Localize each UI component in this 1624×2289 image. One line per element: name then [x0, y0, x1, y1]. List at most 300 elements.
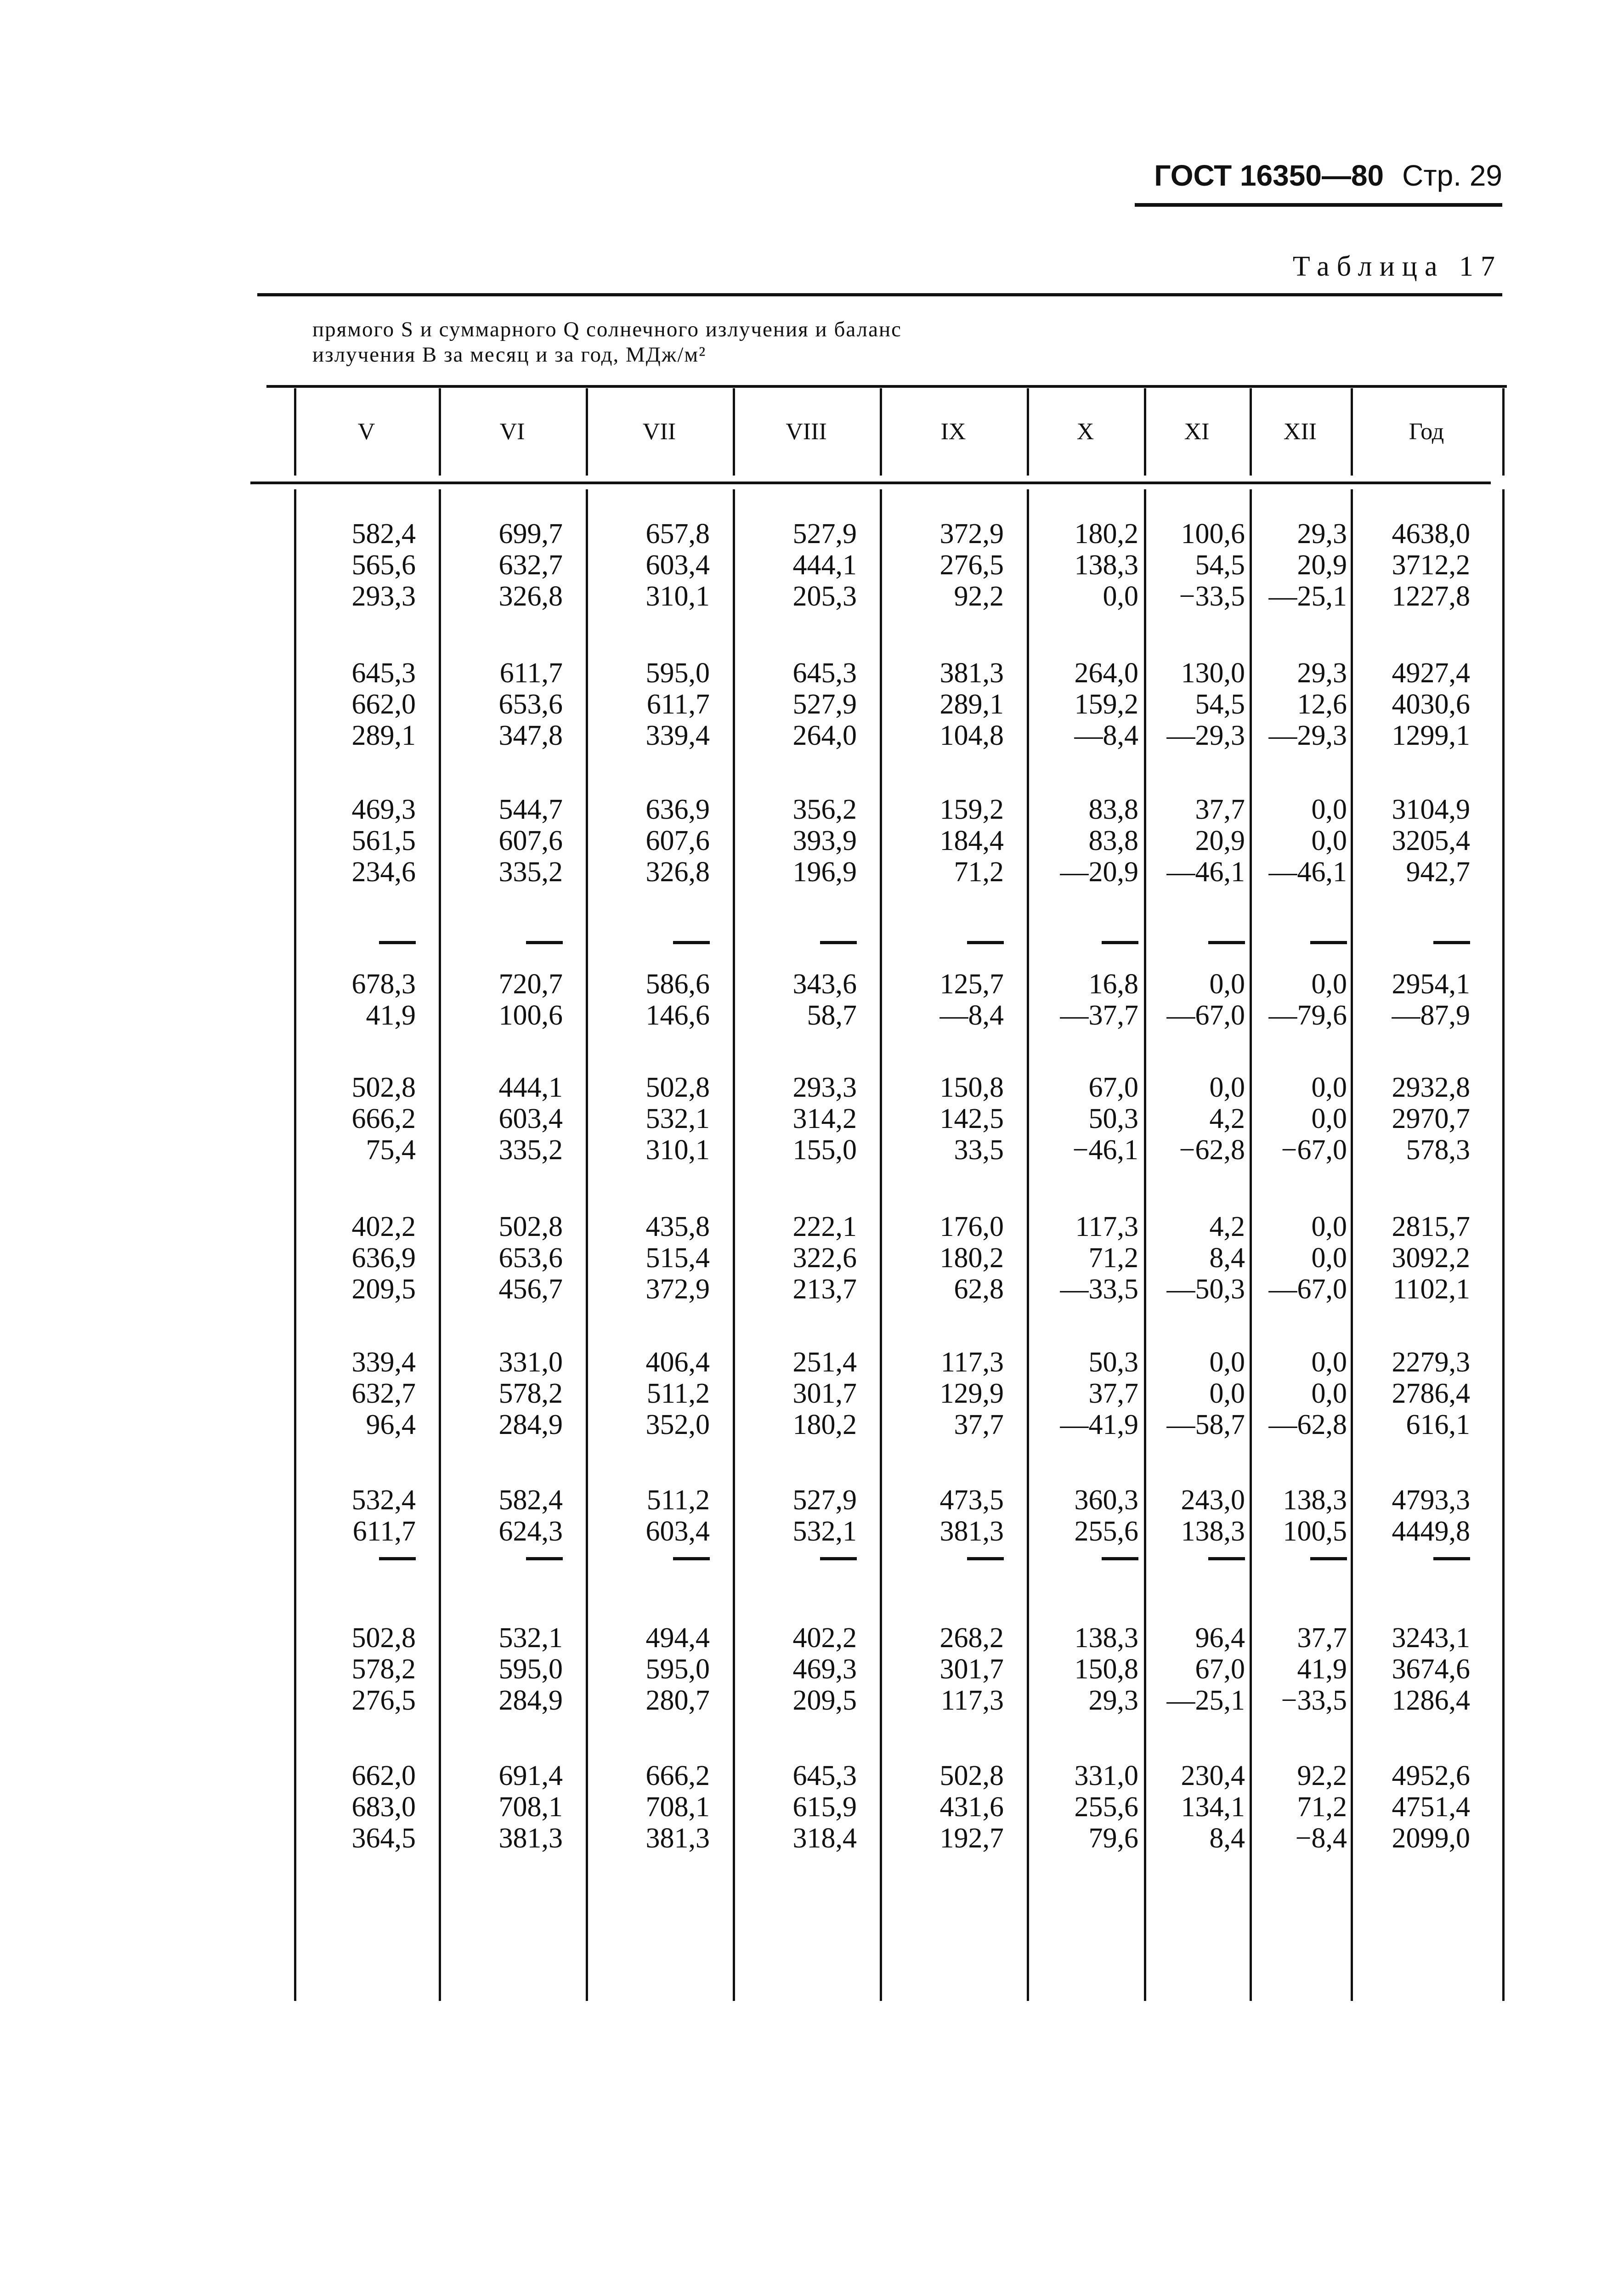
- table-cell: 402,2: [792, 1622, 857, 1654]
- table-cell: 356,2: [792, 794, 857, 825]
- table-cell: —46,1: [1268, 856, 1347, 888]
- table-cell: 3674,6: [1392, 1654, 1470, 1685]
- table-cell: —25,1: [1268, 581, 1347, 612]
- table-cell: 75,4: [366, 1134, 416, 1166]
- table-cell: 662,0: [351, 689, 416, 720]
- empty-value-dash: [1208, 1557, 1245, 1560]
- table-cell: 0,0: [1311, 1072, 1347, 1103]
- header-row-top-rule: [266, 385, 1507, 388]
- table-cell: 616,1: [1406, 1409, 1470, 1440]
- empty-value-dash: [673, 1557, 710, 1560]
- page-header: [1154, 159, 1502, 193]
- table-cell: 708,1: [498, 1791, 563, 1823]
- table-cell: 444,1: [792, 550, 857, 581]
- table-cell: 33,5: [954, 1134, 1004, 1166]
- table-cell: 71,2: [954, 856, 1004, 888]
- table-cell: 611,7: [646, 689, 710, 720]
- table-cell: 62,8: [954, 1274, 1004, 1305]
- empty-value-dash: [1310, 1557, 1347, 1560]
- table-cell: 335,2: [498, 856, 563, 888]
- table-cell: 4793,3: [1392, 1484, 1470, 1516]
- table-cell: 653,6: [498, 689, 563, 720]
- table-cell: 2815,7: [1392, 1211, 1470, 1242]
- empty-value-dash: [1208, 941, 1245, 944]
- table-cell: 12,6: [1297, 689, 1347, 720]
- table-cell: 209,5: [792, 1685, 857, 1716]
- table-cell: 582,4: [498, 1484, 563, 1516]
- column-rule: [1351, 388, 1353, 476]
- table-cell: 280,7: [645, 1685, 710, 1716]
- table-cell: 444,1: [498, 1072, 563, 1103]
- table-cell: 54,5: [1195, 550, 1245, 581]
- table-cell: 117,3: [940, 1347, 1004, 1378]
- table-cell: 0,0: [1311, 794, 1347, 825]
- table-cell: 603,4: [645, 1516, 710, 1547]
- table-cell: 595,0: [498, 1654, 563, 1685]
- table-cell: 636,9: [351, 1242, 416, 1274]
- table-cell: 582,4: [351, 518, 416, 550]
- header-rule: [1135, 203, 1502, 207]
- table-cell: 322,6: [792, 1242, 857, 1274]
- table-cell: 4030,6: [1392, 689, 1470, 720]
- table-cell: 2786,4: [1392, 1378, 1470, 1409]
- table-cell: 2970,7: [1392, 1103, 1470, 1134]
- table-cell: 29,3: [1297, 518, 1347, 550]
- table-cell: 632,7: [498, 550, 563, 581]
- table-cell: 29,3: [1088, 1685, 1138, 1716]
- table-cell: 138,3: [1074, 550, 1138, 581]
- table-cell: 4952,6: [1392, 1760, 1470, 1791]
- table-cell: −67,0: [1281, 1134, 1347, 1166]
- table-cell: 4449,8: [1392, 1516, 1470, 1547]
- table-cell: 230,4: [1181, 1760, 1245, 1791]
- table-cell: 138,3: [1074, 1622, 1138, 1654]
- table-cell: 180,2: [792, 1409, 857, 1440]
- table-cell: 159,2: [939, 794, 1004, 825]
- table-cell: 4927,4: [1392, 657, 1470, 689]
- table-cell: —50,3: [1166, 1274, 1245, 1305]
- table-cell: 511,2: [646, 1484, 710, 1516]
- table-cell: 96,4: [366, 1409, 416, 1440]
- table-cell: 607,6: [645, 825, 710, 856]
- empty-value-dash: [526, 1557, 563, 1560]
- column-rule: [1502, 388, 1505, 476]
- empty-value-dash: [1310, 941, 1347, 944]
- table-cell: −33,5: [1179, 581, 1245, 612]
- table-cell: 381,3: [939, 657, 1004, 689]
- table-caption: [312, 317, 902, 368]
- table-cell: —62,8: [1268, 1409, 1347, 1440]
- table-cell: 406,4: [645, 1347, 710, 1378]
- table-cell: 326,8: [645, 856, 710, 888]
- table-cell: 293,3: [351, 581, 416, 612]
- table-cell: —58,7: [1166, 1409, 1245, 1440]
- table-cell: 37,7: [954, 1409, 1004, 1440]
- table-cell: 92,2: [1297, 1760, 1347, 1791]
- table-cell: 310,1: [645, 581, 710, 612]
- table-cell: 603,4: [498, 1103, 563, 1134]
- table-cell: —25,1: [1166, 1685, 1245, 1716]
- table-cell: —8,4: [939, 1000, 1004, 1031]
- table-cell: 0,0: [1311, 1103, 1347, 1134]
- table-cell: 92,2: [954, 581, 1004, 612]
- table-cell: 180,2: [939, 1242, 1004, 1274]
- table-label: Таблица 17: [1292, 251, 1502, 282]
- column-rule: [733, 489, 735, 2001]
- table-cell: 289,1: [351, 720, 416, 751]
- table-cell: 268,2: [939, 1622, 1004, 1654]
- table-cell: 683,0: [351, 1791, 416, 1823]
- table-cell: 532,4: [351, 1484, 416, 1516]
- table-cell: 130,0: [1181, 657, 1245, 689]
- table-cell: 155,0: [792, 1134, 857, 1166]
- table-cell: 180,2: [1074, 518, 1138, 550]
- table-cell: 611,7: [352, 1516, 416, 1547]
- table-cell: 196,9: [792, 856, 857, 888]
- table-cell: 50,3: [1088, 1347, 1138, 1378]
- table-cell: 16,8: [1088, 969, 1138, 1000]
- table-cell: 532,1: [792, 1516, 857, 1547]
- table-cell: 662,0: [351, 1760, 416, 1791]
- table-cell: 255,6: [1074, 1516, 1138, 1547]
- table-cell: 314,2: [792, 1103, 857, 1134]
- table-cell: 578,2: [351, 1654, 416, 1685]
- table-cell: −46,1: [1072, 1134, 1138, 1166]
- table-cell: 284,9: [498, 1409, 563, 1440]
- table-cell: 578,3: [1406, 1134, 1470, 1166]
- empty-value-dash: [967, 941, 1004, 944]
- table-cell: 2932,8: [1392, 1072, 1470, 1103]
- table-cell: 138,3: [1181, 1516, 1245, 1547]
- standard-number: ГОСТ 16350—80: [1154, 159, 1384, 192]
- table-cell: −33,5: [1281, 1685, 1347, 1716]
- empty-value-dash: [967, 1557, 1004, 1560]
- table-cell: 502,8: [939, 1760, 1004, 1791]
- table-cell: 473,5: [939, 1484, 1004, 1516]
- table-cell: 142,5: [939, 1103, 1004, 1134]
- table-cell: 595,0: [645, 657, 710, 689]
- table-cell: 129,9: [939, 1378, 1004, 1409]
- table-cell: 3712,2: [1392, 550, 1470, 581]
- table-cell: 2099,0: [1392, 1823, 1470, 1854]
- table-cell: 234,6: [351, 856, 416, 888]
- table-cell: —8,4: [1074, 720, 1138, 751]
- table-cell: 561,5: [351, 825, 416, 856]
- column-rule: [1502, 489, 1505, 2001]
- table-cell: 20,9: [1195, 825, 1245, 856]
- table-cell: 276,5: [351, 1685, 416, 1716]
- table-cell: 494,4: [645, 1622, 710, 1654]
- table-cell: 2954,1: [1392, 969, 1470, 1000]
- table-cell: 83,8: [1088, 794, 1138, 825]
- table-cell: —41,9: [1060, 1409, 1138, 1440]
- table-cell: 125,7: [939, 969, 1004, 1000]
- table-cell: 326,8: [498, 581, 563, 612]
- table-cell: 67,0: [1088, 1072, 1138, 1103]
- table-cell: 29,3: [1297, 657, 1347, 689]
- table-cell: 251,4: [792, 1347, 857, 1378]
- table-cell: 331,0: [1074, 1760, 1138, 1791]
- table-cell: 134,1: [1181, 1791, 1245, 1823]
- column-rule: [1027, 388, 1029, 476]
- table-cell: 41,9: [366, 1000, 416, 1031]
- table-cell: —67,0: [1166, 1000, 1245, 1031]
- table-cell: —29,3: [1268, 720, 1347, 751]
- table-cell: 0,0: [1209, 1072, 1245, 1103]
- table-cell: 41,9: [1297, 1654, 1347, 1685]
- empty-value-dash: [379, 1557, 416, 1560]
- table-cell: —37,7: [1060, 1000, 1138, 1031]
- table-cell: 372,9: [939, 518, 1004, 550]
- table-cell: 192,7: [939, 1823, 1004, 1854]
- table-cell: 0,0: [1209, 1378, 1245, 1409]
- table-cell: 4,2: [1209, 1211, 1245, 1242]
- table-cell: 532,1: [498, 1622, 563, 1654]
- table-cell: 1286,4: [1392, 1685, 1470, 1716]
- table-cell: 565,6: [351, 550, 416, 581]
- table-cell: −8,4: [1295, 1823, 1347, 1854]
- table-cell: 0,0: [1209, 1347, 1245, 1378]
- empty-value-dash: [1433, 941, 1470, 944]
- table-cell: 71,2: [1088, 1242, 1138, 1274]
- table-cell: 1299,1: [1392, 720, 1470, 751]
- table-cell: 79,6: [1088, 1823, 1138, 1854]
- empty-value-dash: [673, 941, 710, 944]
- table-cell: 54,5: [1195, 689, 1245, 720]
- column-rule: [294, 489, 296, 2001]
- table-cell: 595,0: [645, 1654, 710, 1685]
- table-cell: 117,3: [1075, 1211, 1138, 1242]
- table-cell: 469,3: [351, 794, 416, 825]
- table-cell: 502,8: [645, 1072, 710, 1103]
- page-number: Стр. 29: [1402, 159, 1502, 192]
- table-cell: 213,7: [792, 1274, 857, 1305]
- table-cell: 243,0: [1181, 1484, 1245, 1516]
- table-cell: 678,3: [351, 969, 416, 1000]
- table-cell: 318,4: [792, 1823, 857, 1854]
- table-cell: 37,7: [1297, 1622, 1347, 1654]
- table-cell: —29,3: [1166, 720, 1245, 751]
- table-cell: 527,9: [792, 518, 857, 550]
- table-cell: 176,0: [939, 1211, 1004, 1242]
- table-cell: 666,2: [351, 1103, 416, 1134]
- table-cell: 372,9: [645, 1274, 710, 1305]
- table-cell: 645,3: [792, 1760, 857, 1791]
- column-rule: [1144, 388, 1146, 476]
- table-cell: 699,7: [498, 518, 563, 550]
- table-cell: 37,7: [1088, 1378, 1138, 1409]
- table-cell: 276,5: [939, 550, 1004, 581]
- table-cell: 645,3: [351, 657, 416, 689]
- column-rule: [733, 388, 735, 476]
- column-rule: [880, 489, 882, 2001]
- column-rule: [1250, 388, 1252, 476]
- table-cell: 691,4: [498, 1760, 563, 1791]
- table-cell: 50,3: [1088, 1103, 1138, 1134]
- table-cell: 347,8: [498, 720, 563, 751]
- column-rule: [586, 388, 588, 476]
- table-cell: 3205,4: [1392, 825, 1470, 856]
- column-rule: [1351, 489, 1353, 2001]
- table-cell: 0,0: [1311, 1378, 1347, 1409]
- table-cell: 381,3: [498, 1823, 563, 1854]
- table-cell: 331,0: [498, 1347, 563, 1378]
- table-cell: 607,6: [498, 825, 563, 856]
- table-cell: 335,2: [498, 1134, 563, 1166]
- table-cell: 3243,1: [1392, 1622, 1470, 1654]
- table-cell: 502,8: [351, 1622, 416, 1654]
- table-cell: 205,3: [792, 581, 857, 612]
- table-cell: 146,6: [645, 1000, 710, 1031]
- table-cell: 527,9: [792, 1484, 857, 1516]
- table-cell: 364,5: [351, 1823, 416, 1854]
- table-cell: 0,0: [1311, 1347, 1347, 1378]
- table-cell: 708,1: [645, 1791, 710, 1823]
- table-cell: 100,5: [1283, 1516, 1347, 1547]
- table-cell: 544,7: [498, 794, 563, 825]
- table-cell: 339,4: [351, 1347, 416, 1378]
- table-cell: —67,0: [1268, 1274, 1347, 1305]
- table-cell: 632,7: [351, 1378, 416, 1409]
- table-cell: 150,8: [1074, 1654, 1138, 1685]
- table-cell: 343,6: [792, 969, 857, 1000]
- empty-value-dash: [820, 941, 857, 944]
- table-cell: —87,9: [1392, 1000, 1470, 1031]
- table-cell: 222,1: [792, 1211, 857, 1242]
- table-cell: 138,3: [1283, 1484, 1347, 1516]
- table-cell: 636,9: [645, 794, 710, 825]
- table-cell: 0,0: [1209, 969, 1245, 1000]
- table-cell: 532,1: [645, 1103, 710, 1134]
- table-cell: —79,6: [1268, 1000, 1347, 1031]
- table-cell: 4638,0: [1392, 518, 1470, 550]
- table-cell: 58,7: [807, 1000, 857, 1031]
- table-cell: 339,4: [645, 720, 710, 751]
- table-cell: 469,3: [792, 1654, 857, 1685]
- table-cell: 611,7: [499, 657, 563, 689]
- table-cell: 184,4: [939, 825, 1004, 856]
- table-cell: 100,6: [498, 1000, 563, 1031]
- table-cell: 603,4: [645, 550, 710, 581]
- table-cell: 578,2: [498, 1378, 563, 1409]
- table-cell: 360,3: [1074, 1484, 1138, 1516]
- empty-value-dash: [1433, 1557, 1470, 1560]
- table-cell: −62,8: [1179, 1134, 1245, 1166]
- table-cell: 381,3: [939, 1516, 1004, 1547]
- table-cell: 0,0: [1311, 969, 1347, 1000]
- table-cell: 150,8: [939, 1072, 1004, 1103]
- table-cell: 255,6: [1074, 1791, 1138, 1823]
- table-cell: 209,5: [351, 1274, 416, 1305]
- table-cell: —33,5: [1060, 1274, 1138, 1305]
- table-cell: 502,8: [498, 1211, 563, 1242]
- table-cell: 20,9: [1297, 550, 1347, 581]
- table-cell: 720,7: [498, 969, 563, 1000]
- table-cell: 96,4: [1195, 1622, 1245, 1654]
- table-cell: 301,7: [939, 1654, 1004, 1685]
- table-cell: 284,9: [498, 1685, 563, 1716]
- table-cell: 117,3: [940, 1685, 1004, 1716]
- table-cell: —46,1: [1166, 856, 1245, 888]
- table-cell: 264,0: [1074, 657, 1138, 689]
- column-rule: [439, 388, 441, 476]
- table-cell: 0,0: [1311, 1211, 1347, 1242]
- table-cell: 4,2: [1209, 1103, 1245, 1134]
- table-cell: 8,4: [1209, 1242, 1245, 1274]
- table-cell: 393,9: [792, 825, 857, 856]
- column-rule: [1027, 489, 1029, 2001]
- table-cell: 624,3: [498, 1516, 563, 1547]
- table-cell: 8,4: [1209, 1823, 1245, 1854]
- table-cell: 37,7: [1195, 794, 1245, 825]
- empty-value-dash: [379, 941, 416, 944]
- table-cell: 4751,4: [1392, 1791, 1470, 1823]
- column-rule: [294, 388, 296, 476]
- table-cell: 0,0: [1311, 1242, 1347, 1274]
- empty-value-dash: [1102, 1557, 1138, 1560]
- caption-line-2: излучения B за месяц и за год, МДж/м²: [312, 343, 707, 367]
- table-cell: 666,2: [645, 1760, 710, 1791]
- table-cell: 645,3: [792, 657, 857, 689]
- table-cell: 2279,3: [1392, 1347, 1470, 1378]
- table-cell: 515,4: [645, 1242, 710, 1274]
- table-cell: 104,8: [939, 720, 1004, 751]
- table-cell: 0,0: [1103, 581, 1138, 612]
- table-cell: 657,8: [645, 518, 710, 550]
- table-cell: 310,1: [645, 1134, 710, 1166]
- table-cell: 1227,8: [1392, 581, 1470, 612]
- table-cell: 653,6: [498, 1242, 563, 1274]
- table-cell: —20,9: [1060, 856, 1138, 888]
- table-cell: 352,0: [645, 1409, 710, 1440]
- table-cell: 1102,1: [1392, 1274, 1470, 1305]
- table-cell: 71,2: [1297, 1791, 1347, 1823]
- table-cell: 456,7: [498, 1274, 563, 1305]
- table-cell: 100,6: [1181, 518, 1245, 550]
- table-cell: 293,3: [792, 1072, 857, 1103]
- table-cell: 264,0: [792, 720, 857, 751]
- table-cell: 159,2: [1074, 689, 1138, 720]
- table-cell: 502,8: [351, 1072, 416, 1103]
- table-cell: 942,7: [1406, 856, 1470, 888]
- table-cell: 289,1: [939, 689, 1004, 720]
- table-cell: 3104,9: [1392, 794, 1470, 825]
- table-cell: 301,7: [792, 1378, 857, 1409]
- caption-line-1: прямого S и суммарного Q солнечного излучения и баланс: [312, 317, 902, 341]
- column-rule: [439, 489, 441, 2001]
- table-cell: 83,8: [1088, 825, 1138, 856]
- table-cell: 527,9: [792, 689, 857, 720]
- table-cell: 511,2: [646, 1378, 710, 1409]
- table-cell: 615,9: [792, 1791, 857, 1823]
- table-cell: 67,0: [1195, 1654, 1245, 1685]
- table-cell: 435,8: [645, 1211, 710, 1242]
- empty-value-dash: [1102, 941, 1138, 944]
- table-cell: 0,0: [1311, 825, 1347, 856]
- empty-value-dash: [526, 941, 563, 944]
- empty-value-dash: [820, 1557, 857, 1560]
- table-cell: 402,2: [351, 1211, 416, 1242]
- column-rule: [880, 388, 882, 476]
- table-cell: 586,6: [645, 969, 710, 1000]
- table-top-rule: [257, 293, 1502, 296]
- column-rule: [1144, 489, 1146, 2001]
- table-cell: 431,6: [939, 1791, 1004, 1823]
- column-rule: [586, 489, 588, 2001]
- header-row-bottom-rule: [250, 482, 1491, 484]
- table-cell: 381,3: [645, 1823, 710, 1854]
- table-cell: 3092,2: [1392, 1242, 1470, 1274]
